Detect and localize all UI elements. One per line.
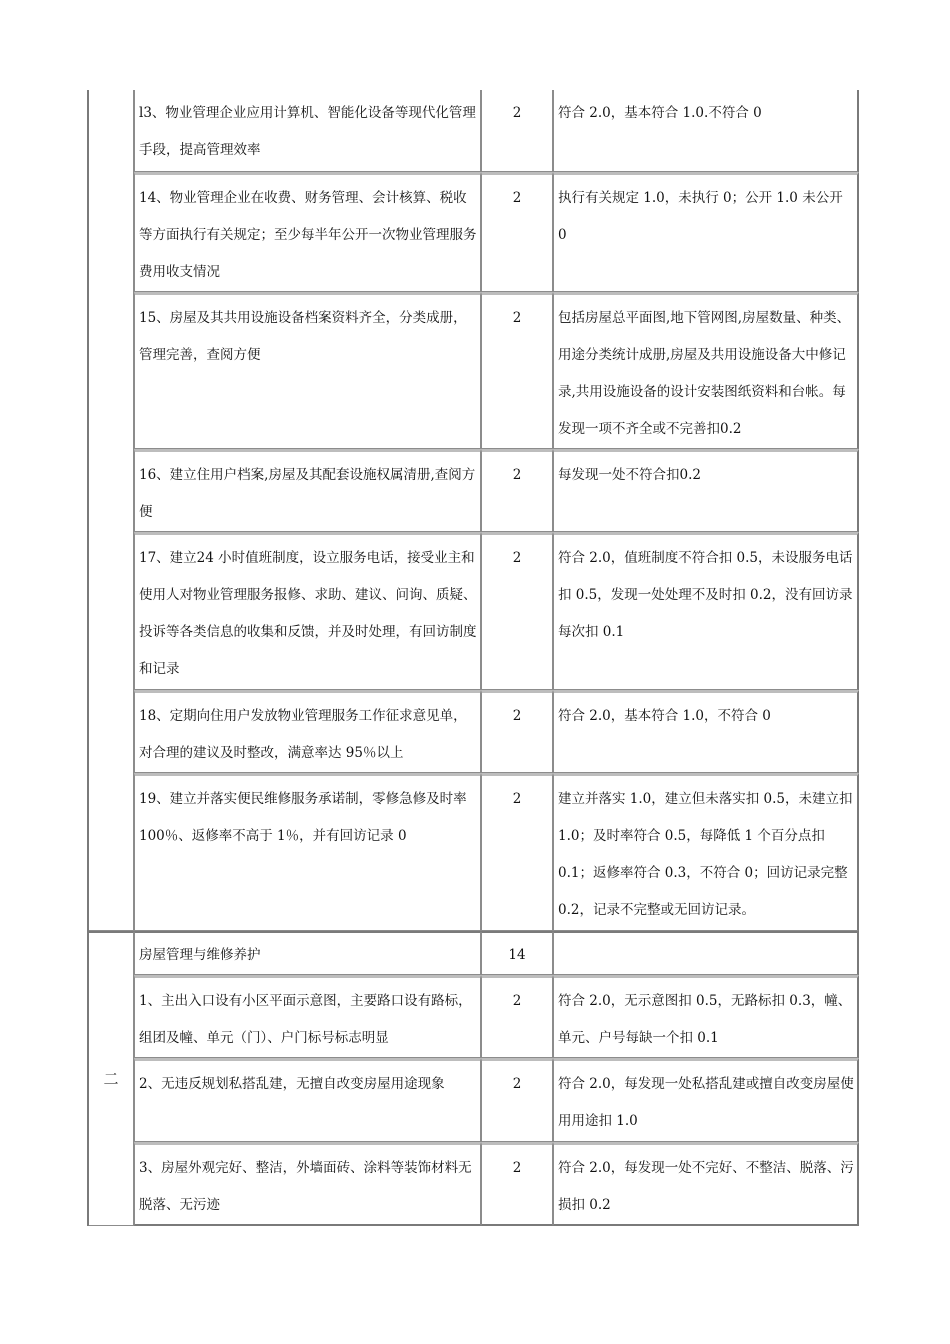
criteria-cell: 符合 2.0，基本符合 1.0，不符合 0 <box>553 690 859 773</box>
table-row <box>89 449 859 532</box>
criteria-cell: 每发现一处不符合扣0.2 <box>553 449 859 532</box>
table-row <box>89 292 859 449</box>
criteria-cell: 符合 2.0，无示意图扣 0.5，无路标扣 0.3，幢、单元、户号每缺一个扣 0.1 <box>553 975 859 1058</box>
item-cell: 14、物业管理企业在收费、财务管理、会计核算、税收等方面执行有关规定；至少每半年公开一次物业管理服务费用收支情况 <box>134 172 481 292</box>
item-cell: 2、无违反规划私搭乱建，无擅自改变房屋用途现象 <box>134 1058 481 1142</box>
item-cell: 3、房屋外观完好、整洁，外墙面砖、涂料等装饰材料无脱落、无污迹 <box>134 1142 481 1226</box>
table-row <box>89 532 859 690</box>
table-row <box>89 90 859 172</box>
score-cell: 2 <box>481 292 553 449</box>
section-label <box>89 90 134 931</box>
score-cell: 2 <box>481 172 553 292</box>
score-cell: 2 <box>481 449 553 532</box>
criteria-cell: 符合 2.0，每发现一处私搭乱建或擅自改变房屋使用用途扣 1.0 <box>553 1058 859 1142</box>
criteria-cell: 符合 2.0，每发现一处不完好、不整洁、脱落、污损扣 0.2 <box>553 1142 859 1226</box>
criteria-cell: 符合 2.0，基本符合 1.0.不符合 0 <box>553 90 859 172</box>
criteria-cell: 建立并落实 1.0，建立但未落实扣 0.5，未建立扣 1.0；及时率符合 0.5，每降低 1 个百分点扣 0.1；返修率符合 0.3，不符合 0；回访记录完整 0.2，记录不完整或无回访记录。 <box>553 773 859 931</box>
section-label: 二 <box>89 931 134 1226</box>
table-row <box>89 690 859 773</box>
score-cell: 2 <box>481 532 553 690</box>
section-title-cell: 房屋管理与维修养护 <box>134 931 481 975</box>
item-cell: l3、物业管理企业应用计算机、智能化设备等现代化管理手段，提高管理效率 <box>134 90 481 172</box>
item-cell: 19、建立并落实便民维修服务承诺制，零修急修及时率 100％、返修率不高于 1％，并有回访记录 0 <box>134 773 481 931</box>
item-cell: 16、建立住用户档案,房屋及其配套设施权属清册,查阅方便 <box>134 449 481 532</box>
item-cell: 17、建立24 小时值班制度，设立服务电话，接受业主和使用人对物业管理服务报修、求助、建议、问询、质疑、投诉等各类信息的收集和反馈，并及时处理，有回访制度和记录 <box>134 532 481 690</box>
section-total-score: 14 <box>481 931 553 975</box>
score-cell: 2 <box>481 773 553 931</box>
table-row <box>89 1142 859 1226</box>
standards-table-page <box>87 90 857 1226</box>
score-cell: 2 <box>481 90 553 172</box>
score-cell: 2 <box>481 1058 553 1142</box>
criteria-cell: 符合 2.0，值班制度不符合扣 0.5，未设服务电话扣 0.5，发现一处处理不及时扣 0.2，没有回访录每次扣 0.1 <box>553 532 859 690</box>
table-row <box>89 931 859 975</box>
table-row <box>89 773 859 931</box>
item-cell: 18、定期向住用户发放物业管理服务工作征求意见单，对合理的建议及时整改，满意率达 95％以上 <box>134 690 481 773</box>
criteria-cell: 包括房屋总平面图,地下管网图,房屋数量、种类、用途分类统计成册,房屋及共用设施设备大中修记录,共用设施设备的设计安装图纸资料和台帐。每发现一项不齐全或不完善扣0.2 <box>553 292 859 449</box>
score-cell: 2 <box>481 690 553 773</box>
item-cell: 1、主出入口设有小区平面示意图，主要路口设有路标，组团及幢、单元（门）、户门标号标志明显 <box>134 975 481 1058</box>
evaluation-table <box>87 90 859 1226</box>
table-row <box>89 975 859 1058</box>
item-cell: 15、房屋及其共用设施设备档案资料齐全，分类成册，管理完善，查阅方便 <box>134 292 481 449</box>
score-cell: 2 <box>481 1142 553 1226</box>
score-cell: 2 <box>481 975 553 1058</box>
table-row <box>89 172 859 292</box>
criteria-cell: 执行有关规定 1.0，未执行 0；公开 1.0 未公开 0 <box>553 172 859 292</box>
table-row <box>89 1058 859 1142</box>
criteria-cell <box>553 931 859 975</box>
